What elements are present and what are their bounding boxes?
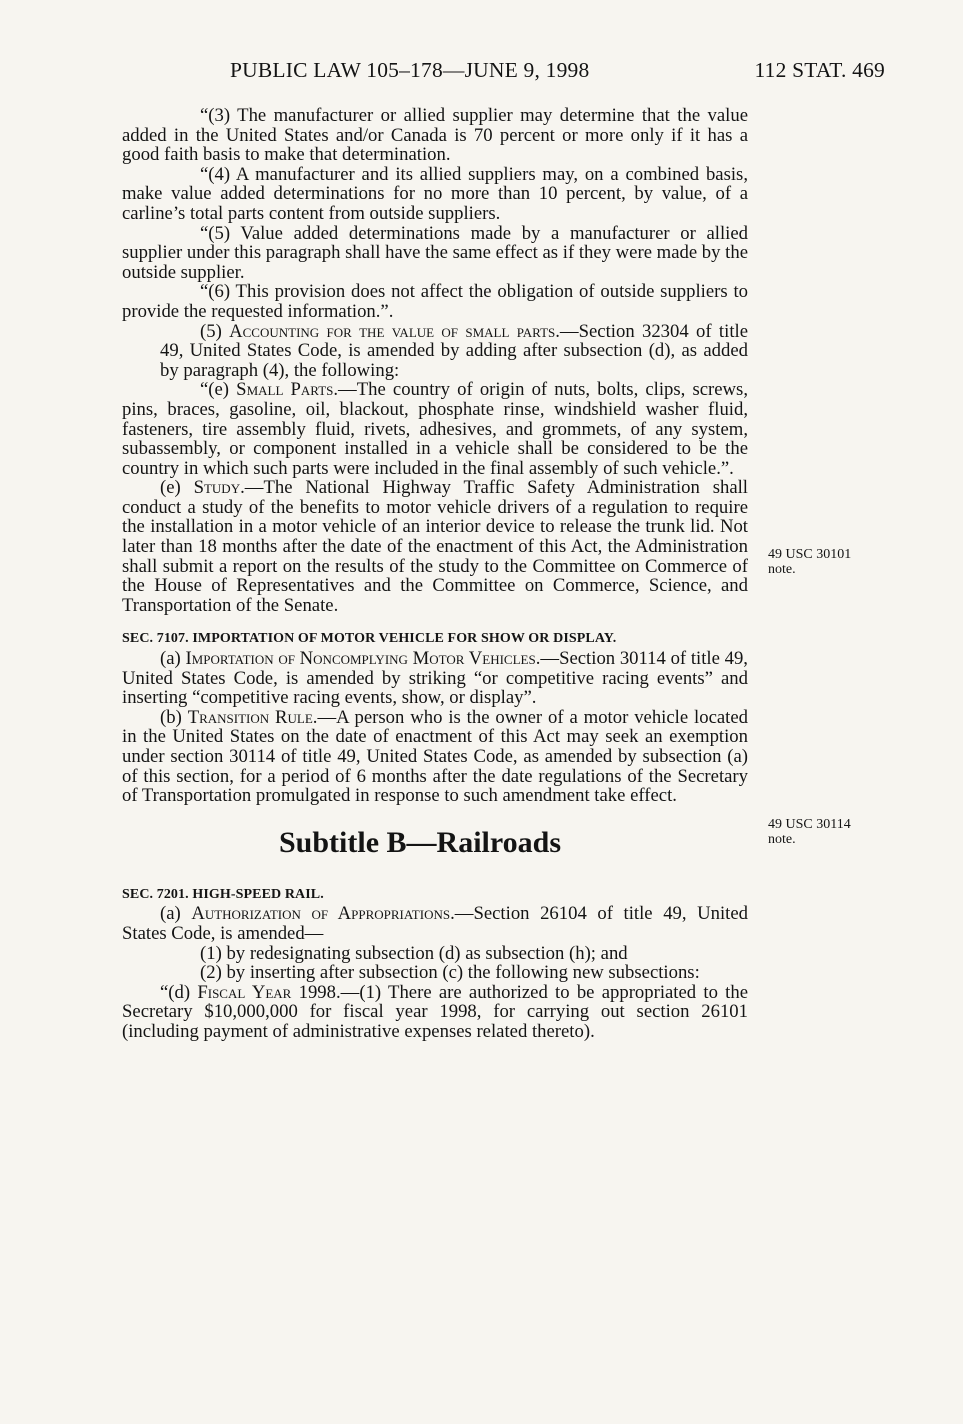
- small-parts-subsection: [122, 380, 748, 478]
- subsection-number: (e): [160, 477, 194, 499]
- subsection-text: —The country of origin of nuts, bolts, clips, screws, pins, braces, gasoline, oil, blackout, phosphate rinse, windshield washer fluid, fasteners, tire assembly fluid, rivets, adhesives, and grommets, of any system, subassembly, or component installed in a vehicle shall be considered to be the country in which such parts were included in the final assembly of such vehicle.”.: [122, 379, 748, 479]
- subtitle-heading: Subtitle B—Railroads: [279, 825, 561, 859]
- section-7107-subsection-b: [122, 708, 748, 806]
- margin-note-30101: 49 USC 30101 note.: [768, 547, 852, 577]
- subsection-heading: Study.: [193, 477, 245, 499]
- subsection-heading: Transition Rule.: [187, 706, 318, 728]
- subsection-number: (a): [160, 648, 186, 670]
- section-7107-heading: SEC. 7107. IMPORTATION OF MOTOR VEHICLE FOR SHOW OR DISPLAY.: [122, 631, 617, 647]
- section-7107-subsection-a: [122, 649, 748, 708]
- paragraph-heading: Accounting for the value of small parts.: [229, 320, 560, 342]
- running-header: PUBLIC LAW 105–178—JUNE 9, 1998: [230, 58, 590, 82]
- paragraph-4: “(4) A manufacturer and its allied suppliers may, on a combined basis, make value added determinations for no more than 10 percent, by value, of a carline’s total parts content from outside suppliers.: [122, 163, 748, 224]
- page-number: 112 STAT. 469: [754, 58, 885, 82]
- paragraph-number: (5): [200, 320, 230, 342]
- amendment-item-2: (2) by inserting after subsection (c) the following new subsections:: [200, 962, 700, 984]
- subsection-text: —Section 26104 of title 49, United States Code, is amended—: [122, 903, 748, 944]
- paragraph-3: “(3) The manufacturer or allied supplier may determine that the value added in the United States and/or Canada is 70 percent or more only if it has a good faith basis to make that determination.: [122, 105, 748, 166]
- body-text: [122, 106, 748, 1042]
- subsection-heading: Authorization of Appropriations.: [191, 903, 455, 925]
- paragraph-5: “(5) Value added determinations made by a manufacturer or allied supplier under this paragraph shall have the same effect as if they were made by the outside supplier.: [122, 222, 748, 283]
- margin-note-30114: 49 USC 30114 note.: [768, 817, 851, 847]
- fiscal-year-1998-subsection: [122, 983, 748, 1042]
- subsection-text: —Section 30114 of title 49, United States Code, is amended by striking “or competitive racing events” and inserting “competitive racing events, show, or display”.: [122, 648, 748, 709]
- subsection-number: (a): [160, 903, 192, 925]
- subsection-heading: Fiscal Year 1998.: [197, 981, 341, 1003]
- subsection-heading: Small Parts.: [236, 379, 339, 401]
- subsection-text: —The National Highway Traffic Safety Administration shall conduct a study of the benefits to motor vehicle drivers of a regulation to require the installation in a motor vehicle of an interior device to release the trunk lid. Not later than 18 months after the date of the enactment of this Act, the Administration shall submit a report on the results of the study to the Committee on Commerce of the House of Representatives and the Committee on Commerce, Science, and Transportation of the Senate.: [122, 477, 748, 616]
- subsection-number: “(e): [200, 379, 237, 401]
- study-subsection: [122, 478, 748, 615]
- subsection-heading: Importation of Noncomplying Motor Vehicles.: [185, 648, 541, 670]
- paragraph-text: —Section 32304 of title 49, United States Code, is amended by adding after subsection (d), as added by paragraph (4), the following:: [160, 320, 748, 381]
- section-7201-subsection-a: [122, 904, 748, 943]
- accounting-small-parts-paragraph: [122, 322, 748, 381]
- subsection-text: —A person who is the owner of a motor vehicle located in the United States on the date of enactment of this Act may seek an exemption under section 30114 of title 49, United States Code, as amended by subsection (a) of this section, for a period of 6 months after the date regulations of the Secretary of Transportation promulgated in response to such amendment take effect.: [122, 706, 748, 807]
- subsection-number: “(d): [160, 981, 198, 1003]
- paragraph-6: “(6) This provision does not affect the obligation of outside suppliers to provide the requested information.”.: [122, 281, 748, 322]
- section-7201-heading: SEC. 7201. HIGH-SPEED RAIL.: [122, 886, 324, 902]
- amendment-item-1: (1) by redesignating subsection (d) as subsection (h); and: [200, 942, 628, 964]
- subsection-number: (b): [160, 706, 188, 728]
- subsection-text: —(1) There are authorized to be appropriated to the Secretary $10,000,000 for fiscal year 1998, for carrying out section 26101 (including payment of administrative expenses related thereto).: [122, 981, 749, 1042]
